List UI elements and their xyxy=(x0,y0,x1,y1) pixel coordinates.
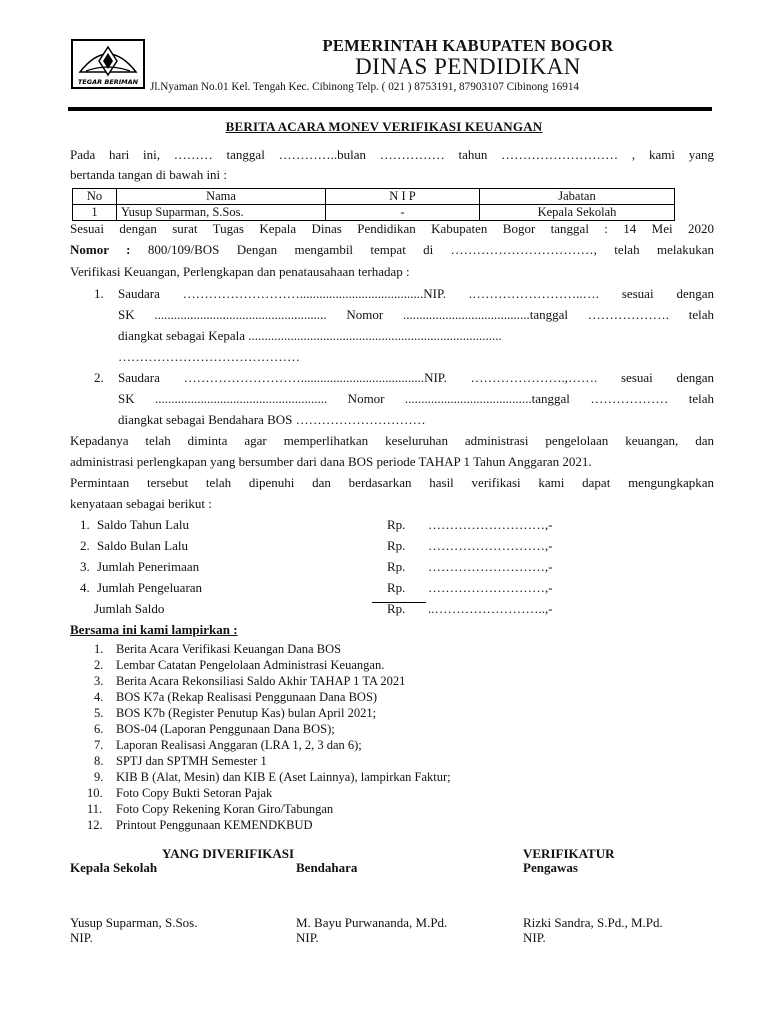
signature-role: Bendahara xyxy=(296,860,358,875)
table-header-cell: No xyxy=(73,189,117,205)
attachment-item: BOS-04 (Laporan Penggunaan Dana BOS); xyxy=(116,722,335,736)
kabupaten-bogor-logo-icon xyxy=(70,38,146,90)
attachment-item: KIB B (Alat, Mesin) dan KIB E (Aset Lainnya), lampirkan Faktur; xyxy=(116,770,451,784)
balance-label: Jumlah Penerimaan xyxy=(97,559,200,574)
table-header-cell: N I P xyxy=(326,189,480,205)
attachment-item: Foto Copy Bukti Setoran Pajak xyxy=(116,786,273,800)
balance-currency: Rp. xyxy=(387,538,406,553)
nomor-text: 800/109/BOS Dengan mengambil tempat di ……………………………, telah melakukan xyxy=(130,242,714,257)
balance-value: ………………………,- xyxy=(428,580,553,595)
table-cell: Kepala Sekolah xyxy=(480,205,675,221)
table-cell: 1 xyxy=(73,205,117,221)
attachment-item: BOS K7b (Register Penutup Kas) bulan April 2021; xyxy=(116,706,377,720)
table-header-cell: Jabatan xyxy=(480,189,675,205)
table-cell: Yusup Suparman, S.Sos. xyxy=(117,205,326,221)
para2-line-2: administrasi perlengkapan yang bersumber dari dana BOS periode TAHAP 1 Tahun Anggaran 2021. xyxy=(70,454,592,469)
header-government-title: PEMERINTAH KABUPATEN BOGOR xyxy=(322,36,614,55)
balance-total-value: ..……………………..,- xyxy=(428,601,553,616)
attachment-number: 6. xyxy=(94,722,104,736)
table-row xyxy=(73,205,675,221)
saudara-1-line-3: diangkat sebagai Kepala .............................................................................. xyxy=(118,328,502,343)
signature-nip: NIP. xyxy=(523,930,546,945)
attachment-number: 12. xyxy=(87,818,103,832)
balance-currency: Rp. xyxy=(387,517,406,532)
attachment-number: 2. xyxy=(94,658,104,672)
saudara-2-line-1: Saudara ………………………......................................NIP. ………………….,……. sesuai dengan xyxy=(118,370,714,385)
saudara-2-line-2: SK ..................................................... Nomor .......................................tanggal ……………… telah xyxy=(118,391,714,406)
attachments-heading: Bersama ini kami lampirkan : xyxy=(70,622,238,637)
table-header-cell: Nama xyxy=(117,189,326,205)
attachment-item: Laporan Realisasi Anggaran (LRA 1, 2, 3 dan 6); xyxy=(116,738,362,752)
svg-text:TEGAR BERIMAN: TEGAR BERIMAN xyxy=(77,78,139,86)
saudara-1-line-2: SK ..................................................... Nomor .......................................tanggal ………………. telah xyxy=(118,307,714,322)
attachment-number: 1. xyxy=(94,642,104,656)
document-title: BERITA ACARA MONEV VERIFIKASI KEUANGAN xyxy=(225,119,543,134)
saudara-number: 2. xyxy=(94,370,104,385)
attachment-number: 9. xyxy=(94,770,104,784)
header-agency-title: DINAS PENDIDIKAN xyxy=(355,54,581,79)
signature-name: M. Bayu Purwananda, M.Pd. xyxy=(296,915,448,930)
balance-number: 1. xyxy=(80,517,90,532)
balance-value: ………………………,- xyxy=(428,559,553,574)
table-header-row xyxy=(73,189,675,205)
intro-line-2: bertanda tangan di bawah ini : xyxy=(70,167,228,182)
balance-currency: Rp. xyxy=(387,559,406,574)
verifikatur-heading: VERIFIKATUR xyxy=(523,846,615,861)
saudara-number: 1. xyxy=(94,286,104,301)
attachment-item: Printout Penggunaan KEMENDKBUD xyxy=(116,818,313,832)
signature-role: Pengawas xyxy=(523,860,578,875)
attachment-item: SPTJ dan SPTMH Semester 1 xyxy=(116,754,267,768)
balance-label: Saldo Tahun Lalu xyxy=(97,517,190,532)
balance-value: ………………………,- xyxy=(428,517,553,532)
attachment-number: 5. xyxy=(94,706,104,720)
para3-line-2: kenyataan sebagai berikut : xyxy=(70,496,212,511)
attachment-item: BOS K7a (Rekap Realisasi Penggunaan Dana BOS) xyxy=(116,690,378,704)
header-address: Jl.Nyaman No.01 Kel. Tengah Kec. Cibinong Telp. ( 021 ) 8753191, 87903107 Cibinong 16914 xyxy=(150,81,580,93)
signature-role: Kepala Sekolah xyxy=(70,860,158,875)
attachment-item: Berita Acara Verifikasi Keuangan Dana BOS xyxy=(116,642,342,656)
balance-number: 4. xyxy=(80,580,90,595)
balance-label: Saldo Bulan Lalu xyxy=(97,538,188,553)
signature-nip: NIP. xyxy=(70,930,93,945)
letterhead-rule xyxy=(68,107,712,111)
balance-label: Jumlah Pengeluaran xyxy=(97,580,203,595)
para1-line-1: Sesuai dengan surat Tugas Kepala Dinas Pendidikan Kabupaten Bogor tanggal : 14 Mei 2020 xyxy=(70,221,714,236)
intro-line-1: Pada hari ini, ……… tanggal …………..bulan …………… tahun ……………………… , kami yang xyxy=(70,147,714,162)
attachment-number: 3. xyxy=(94,674,104,688)
table-cell: - xyxy=(326,205,480,221)
balance-value: ………………………,- xyxy=(428,538,553,553)
attachment-number: 11. xyxy=(87,802,103,816)
saudara-1-line-4: …………………………………… xyxy=(118,349,300,364)
attachment-number: 10. xyxy=(87,786,103,800)
balance-number: 3. xyxy=(80,559,90,574)
attachment-number: 8. xyxy=(94,754,104,768)
para2-line-1: Kepadanya telah diminta agar memperlihatkan keseluruhan administrasi pengelolaan keuangan, dan xyxy=(70,433,714,448)
signature-name: Yusup Suparman, S.Sos. xyxy=(70,915,198,930)
attachment-number: 4. xyxy=(94,690,104,704)
para1-line-2 xyxy=(70,242,714,258)
signature-name: Rizki Sandra, S.Pd., M.Pd. xyxy=(523,915,663,930)
nomor-label: Nomor : xyxy=(70,242,131,257)
diverifikasi-heading: YANG DIVERIFIKASI xyxy=(162,846,295,861)
attachment-item: Foto Copy Rekening Koran Giro/Tabungan xyxy=(116,802,334,816)
attachment-item: Lembar Catatan Pengelolaan Administrasi Keuangan. xyxy=(116,658,385,672)
signatory-table xyxy=(72,188,675,221)
saudara-1-line-1: Saudara ………………………......................................NIP. .……………………..…. sesuai dengan xyxy=(118,286,714,301)
balance-currency: Rp. xyxy=(387,580,406,595)
balance-number: 2. xyxy=(80,538,90,553)
saudara-2-line-3: diangkat sebagai Bendahara BOS ………………………… xyxy=(118,412,426,427)
signature-nip: NIP. xyxy=(296,930,319,945)
para1-line-3: Verifikasi Keuangan, Perlengkapan dan penatausahaan terhadap : xyxy=(70,264,410,279)
attachment-number: 7. xyxy=(94,738,104,752)
balance-total-label: Jumlah Saldo xyxy=(94,601,165,616)
balance-currency: Rp. xyxy=(387,601,406,616)
para3-line-1: Permintaan tersebut telah dipenuhi dan berdasarkan hasil verifikasi kami dapat mengungkapkan xyxy=(70,475,714,490)
attachment-item: Berita Acara Rekonsiliasi Saldo Akhir TAHAP 1 TA 2021 xyxy=(116,674,406,688)
